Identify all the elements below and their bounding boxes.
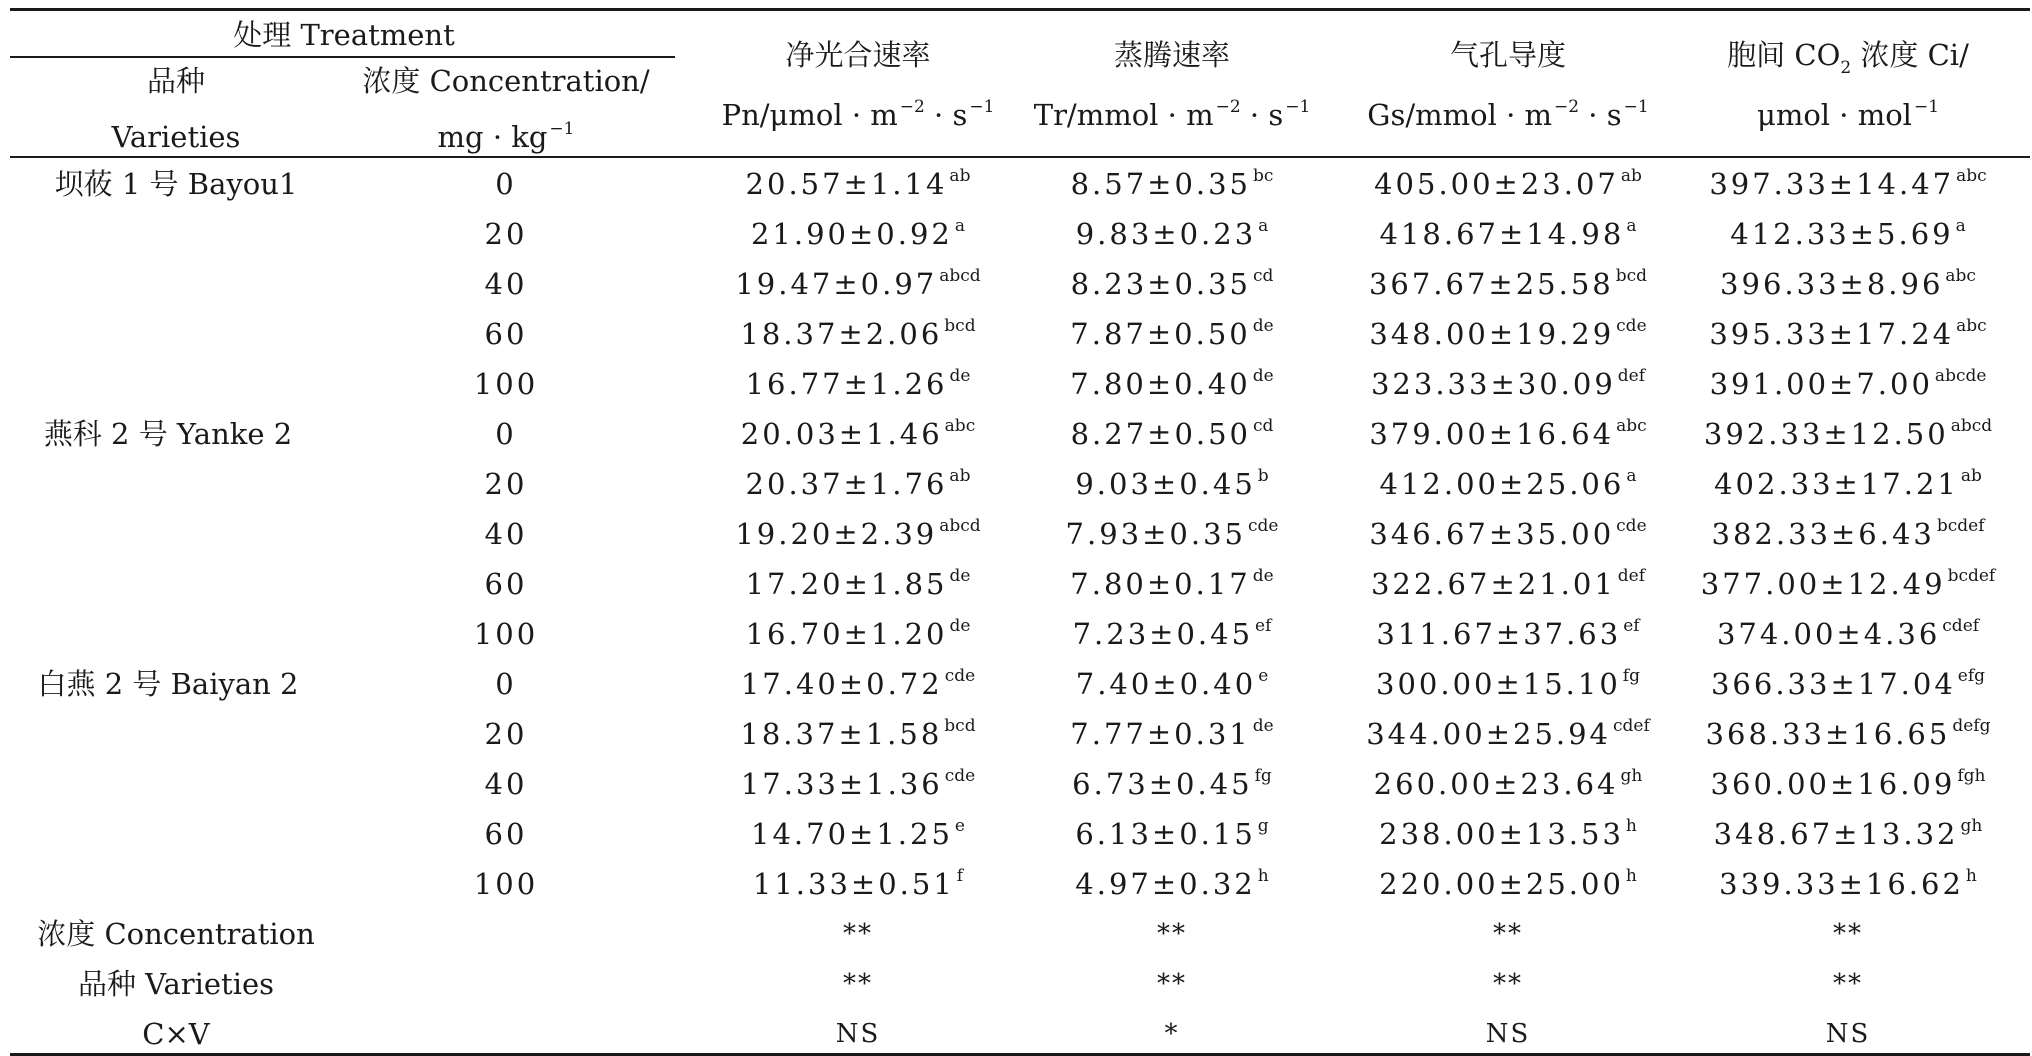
pn-significance: ** bbox=[843, 969, 873, 999]
ci-significance: ** bbox=[1833, 969, 1863, 999]
gs-cell: 348.00±19.29 $^{cde}$ bbox=[1369, 316, 1647, 351]
ci-cell: 382.33±6.43 $^{bcdef}$ bbox=[1711, 516, 1985, 551]
significance-letters: a bbox=[1258, 216, 1269, 236]
ci-significance: NS bbox=[1825, 1019, 1871, 1049]
ci-cell: 395.33±17.24 $^{abc}$ bbox=[1709, 316, 1987, 351]
treatment-underline bbox=[10, 56, 675, 58]
pn-significance: ** bbox=[843, 919, 873, 949]
gs-cell: 405.00±23.07 $^{ab}$ bbox=[1374, 166, 1642, 201]
significance-letters: e bbox=[954, 816, 965, 836]
significance-letters: cd bbox=[1253, 266, 1274, 286]
significance-letters: ef bbox=[1255, 616, 1272, 636]
ci-cell: 412.33±5.69 $^a$ bbox=[1730, 216, 1966, 251]
significance-letters: fgh bbox=[1957, 766, 1986, 786]
ci-header: 胞间 $CO_2$ 浓度 Ci/ bbox=[1727, 38, 1969, 78]
factor-label: 品种 Varieties bbox=[77, 967, 275, 1001]
tr-unit: Tr/mmol · m $^{-2}$ · s $^{-1}$ bbox=[1033, 97, 1311, 132]
factor-label: C×V bbox=[142, 1017, 210, 1051]
significance-letters: de bbox=[1252, 316, 1274, 336]
pn-cell: 16.70±1.20 $^{de}$ bbox=[745, 616, 971, 651]
pn-cell: 14.70±1.25 $^e$ bbox=[751, 816, 965, 851]
gs-cell: 260.00±23.64 $^{gh}$ bbox=[1373, 766, 1643, 801]
tr-cell: 7.77±0.31 $^{de}$ bbox=[1070, 716, 1274, 751]
significance-letters: cde bbox=[944, 666, 976, 686]
tr-cell: 9.83±0.23 $^a$ bbox=[1075, 216, 1269, 251]
variety-label: 白燕 2 号 Baiyan 2 bbox=[37, 667, 299, 701]
tr-header: 蒸腾速率 bbox=[1113, 38, 1231, 72]
significance-letters: a bbox=[954, 216, 966, 236]
concentration-cell: 100 bbox=[473, 367, 539, 401]
significance-letters: bc bbox=[1253, 166, 1274, 186]
ci-cell: 402.33±17.21 $^{ab}$ bbox=[1714, 466, 1982, 501]
ci-cell: 368.33±16.65 $^{defg}$ bbox=[1705, 716, 1991, 751]
top-rule bbox=[10, 8, 2030, 11]
gs-unit: Gs/mmol · m $^{-2}$ · s $^{-1}$ bbox=[1367, 97, 1649, 132]
significance-letters: abcd bbox=[1950, 416, 1993, 436]
concentration-header: 浓度 Concentration/ bbox=[362, 64, 650, 98]
significance-letters: a bbox=[1626, 466, 1637, 486]
pn-header: 净光合速率 bbox=[785, 38, 931, 72]
significance-letters: abcd bbox=[939, 516, 981, 536]
significance-letters: def bbox=[1617, 566, 1646, 586]
ci-cell: 397.33±14.47 $^{abc}$ bbox=[1709, 166, 1987, 201]
significance-letters: bcdef bbox=[1936, 516, 1985, 536]
significance-letters: cdef bbox=[1613, 716, 1650, 736]
significance-letters: e bbox=[1258, 666, 1269, 686]
significance-letters: cde bbox=[1247, 516, 1279, 536]
significance-letters: de bbox=[1252, 366, 1274, 386]
ci-cell: 392.33±12.50 $^{abcd}$ bbox=[1703, 416, 1993, 451]
significance-letters: bcd bbox=[944, 716, 976, 736]
significance-letters: defg bbox=[1952, 716, 1991, 736]
pn-cell: 18.37±1.58 $^{bcd}$ bbox=[740, 716, 976, 751]
concentration-cell: 100 bbox=[473, 617, 539, 651]
pn-significance: NS bbox=[835, 1019, 881, 1049]
variety-label: 坝莜 1 号 Bayou1 bbox=[54, 167, 298, 201]
significance-letters: abcde bbox=[1934, 366, 1987, 386]
tr-significance: ** bbox=[1157, 969, 1187, 999]
significance-letters: f bbox=[956, 866, 964, 886]
tr-cell: 8.27±0.50 $^{cd}$ bbox=[1070, 416, 1274, 451]
concentration-cell: 40 bbox=[484, 267, 528, 301]
significance-letters: cd bbox=[1253, 416, 1274, 436]
tr-significance: ** bbox=[1157, 919, 1187, 949]
header-rule bbox=[10, 156, 2030, 158]
significance-letters: b bbox=[1257, 466, 1269, 486]
significance-letters: h bbox=[1965, 866, 1977, 886]
ci-cell: 374.00±4.36 $^{cdef}$ bbox=[1716, 616, 1980, 651]
significance-letters: ab bbox=[1960, 466, 1982, 486]
treatment-header: 处理 Treatment bbox=[233, 18, 455, 52]
concentration-cell: 20 bbox=[484, 467, 528, 501]
significance-letters: efg bbox=[1957, 666, 1986, 686]
gs-significance: NS bbox=[1485, 1019, 1531, 1049]
significance-letters: h bbox=[1625, 866, 1637, 886]
tr-cell: 7.87±0.50 $^{de}$ bbox=[1070, 316, 1274, 351]
pn-cell: 20.03±1.46 $^{abc}$ bbox=[740, 416, 976, 451]
gs-significance: ** bbox=[1493, 969, 1523, 999]
pn-cell: 18.37±2.06 $^{bcd}$ bbox=[740, 316, 976, 351]
pn-cell: 19.47±0.97 $^{abcd}$ bbox=[735, 266, 981, 301]
gs-cell: 344.00±25.94 $^{cdef}$ bbox=[1366, 716, 1650, 751]
tr-cell: 7.40±0.40 $^e$ bbox=[1075, 666, 1269, 701]
tr-cell: 6.13±0.15 $^g$ bbox=[1075, 816, 1269, 851]
gs-cell: 300.00±15.10 $^{fg}$ bbox=[1376, 666, 1640, 701]
pn-unit: Pn/μmol · m $^{-2}$ · s $^{-1}$ bbox=[721, 97, 995, 132]
significance-letters: cde bbox=[1616, 516, 1647, 536]
gs-cell: 323.33±30.09 $^{def}$ bbox=[1370, 366, 1646, 401]
pn-cell: 20.37±1.76 $^{ab}$ bbox=[745, 466, 971, 501]
ci-cell: 391.00±7.00 $^{abcde}$ bbox=[1709, 366, 1987, 401]
concentration-unit: mg · kg $^{-1}$ bbox=[437, 119, 575, 154]
concentration-cell: 60 bbox=[484, 567, 528, 601]
pn-cell: 17.20±1.85 $^{de}$ bbox=[745, 566, 971, 601]
ci-significance: ** bbox=[1833, 919, 1863, 949]
tr-cell: 7.93±0.35 $^{cde}$ bbox=[1065, 516, 1279, 551]
tr-cell: 7.23±0.45 $^{ef}$ bbox=[1072, 616, 1272, 651]
pn-cell: 20.57±1.14 $^{ab}$ bbox=[745, 166, 971, 201]
pn-cell: 19.20±2.39 $^{abcd}$ bbox=[735, 516, 981, 551]
pn-cell: 11.33±0.51 $^f$ bbox=[752, 866, 964, 901]
significance-letters: de bbox=[949, 566, 971, 586]
ci-unit: μmol · mol $^{-1}$ bbox=[1756, 97, 1940, 132]
concentration-cell: 100 bbox=[473, 867, 539, 901]
concentration-cell: 0 bbox=[495, 667, 517, 701]
significance-letters: a bbox=[1626, 216, 1637, 236]
significance-letters: de bbox=[1252, 716, 1274, 736]
concentration-cell: 0 bbox=[495, 417, 517, 451]
variety-header-cn: 品种 bbox=[146, 64, 206, 98]
tr-cell: 7.80±0.17 $^{de}$ bbox=[1070, 566, 1274, 601]
significance-letters: bcd bbox=[1615, 266, 1648, 286]
significance-letters: abc bbox=[1945, 266, 1976, 286]
gs-cell: 418.67±14.98 $^a$ bbox=[1379, 216, 1637, 251]
concentration-cell: 40 bbox=[484, 517, 528, 551]
significance-letters: abc bbox=[1616, 416, 1647, 436]
significance-letters: bcd bbox=[944, 316, 976, 336]
tr-cell: 4.97±0.32 $^h$ bbox=[1075, 866, 1269, 901]
concentration-cell: 0 bbox=[495, 167, 517, 201]
gs-significance: ** bbox=[1493, 919, 1523, 949]
significance-letters: fg bbox=[1622, 666, 1640, 686]
gs-cell: 322.67±21.01 $^{def}$ bbox=[1370, 566, 1646, 601]
tr-cell: 8.23±0.35 $^{cd}$ bbox=[1070, 266, 1274, 301]
factor-label: 浓度 Concentration bbox=[37, 917, 315, 951]
concentration-cell: 20 bbox=[484, 717, 528, 751]
ci-cell: 360.00±16.09 $^{fgh}$ bbox=[1710, 766, 1986, 801]
significance-letters: fg bbox=[1254, 766, 1272, 786]
significance-letters: ab bbox=[1620, 166, 1642, 186]
pn-cell: 21.90±0.92 $^a$ bbox=[750, 216, 966, 251]
significance-letters: ef bbox=[1623, 616, 1640, 636]
concentration-cell: 60 bbox=[484, 817, 528, 851]
variety-header-en: Varieties bbox=[111, 120, 241, 154]
tr-cell: 6.73±0.45 $^{fg}$ bbox=[1072, 766, 1272, 801]
ci-cell: 366.33±17.04 $^{efg}$ bbox=[1710, 666, 1986, 701]
ci-cell: 396.33±8.96 $^{abc}$ bbox=[1720, 266, 1976, 301]
gs-cell: 412.00±25.06 $^a$ bbox=[1379, 466, 1637, 501]
significance-letters: ab bbox=[949, 466, 971, 486]
significance-letters: cde bbox=[1616, 316, 1647, 336]
significance-letters: h bbox=[1625, 816, 1637, 836]
significance-letters: def bbox=[1617, 366, 1646, 386]
significance-letters: h bbox=[1257, 866, 1269, 886]
gs-cell: 367.67±25.58 $^{bcd}$ bbox=[1368, 266, 1648, 301]
significance-letters: abc bbox=[944, 416, 976, 436]
gs-cell: 346.67±35.00 $^{cde}$ bbox=[1369, 516, 1647, 551]
significance-letters: de bbox=[949, 616, 971, 636]
ci-cell: 377.00±12.49 $^{bcdef}$ bbox=[1700, 566, 1996, 601]
pn-cell: 17.40±0.72 $^{cde}$ bbox=[740, 666, 976, 701]
tr-cell: 8.57±0.35 $^{bc}$ bbox=[1070, 166, 1274, 201]
gs-cell: 238.00±13.53 $^h$ bbox=[1379, 816, 1637, 851]
tr-cell: 7.80±0.40 $^{de}$ bbox=[1070, 366, 1274, 401]
significance-letters: de bbox=[1252, 566, 1274, 586]
gs-cell: 220.00±25.00 $^h$ bbox=[1379, 866, 1637, 901]
variety-label: 燕科 2 号 Yanke 2 bbox=[43, 417, 293, 451]
significance-letters: abc bbox=[1956, 316, 1987, 336]
significance-letters: abcd bbox=[939, 266, 981, 286]
significance-letters: bcdef bbox=[1947, 566, 1996, 586]
tr-significance: * bbox=[1164, 1019, 1180, 1049]
concentration-cell: 40 bbox=[484, 767, 528, 801]
gs-header: 气孔导度 bbox=[1449, 38, 1567, 72]
ci-cell: 339.33±16.62 $^h$ bbox=[1719, 866, 1977, 901]
pn-cell: 17.33±1.36 $^{cde}$ bbox=[740, 766, 976, 801]
concentration-cell: 60 bbox=[484, 317, 528, 351]
significance-letters: abc bbox=[1956, 166, 1987, 186]
significance-letters: cdef bbox=[1942, 616, 1980, 636]
significance-letters: g bbox=[1257, 816, 1269, 836]
pn-cell: 16.77±1.26 $^{de}$ bbox=[745, 366, 971, 401]
significance-letters: de bbox=[949, 366, 971, 386]
significance-letters: gh bbox=[1620, 766, 1643, 786]
gs-cell: 311.67±37.63 $^{ef}$ bbox=[1376, 616, 1640, 651]
ci-cell: 348.67±13.32 $^{gh}$ bbox=[1713, 816, 1983, 851]
significance-letters: ab bbox=[949, 166, 971, 186]
tr-cell: 9.03±0.45 $^b$ bbox=[1075, 466, 1269, 501]
significance-letters: a bbox=[1955, 216, 1966, 236]
significance-letters: cde bbox=[944, 766, 976, 786]
significance-letters: gh bbox=[1960, 816, 1983, 836]
gs-cell: 379.00±16.64 $^{abc}$ bbox=[1369, 416, 1647, 451]
concentration-cell: 20 bbox=[484, 217, 528, 251]
